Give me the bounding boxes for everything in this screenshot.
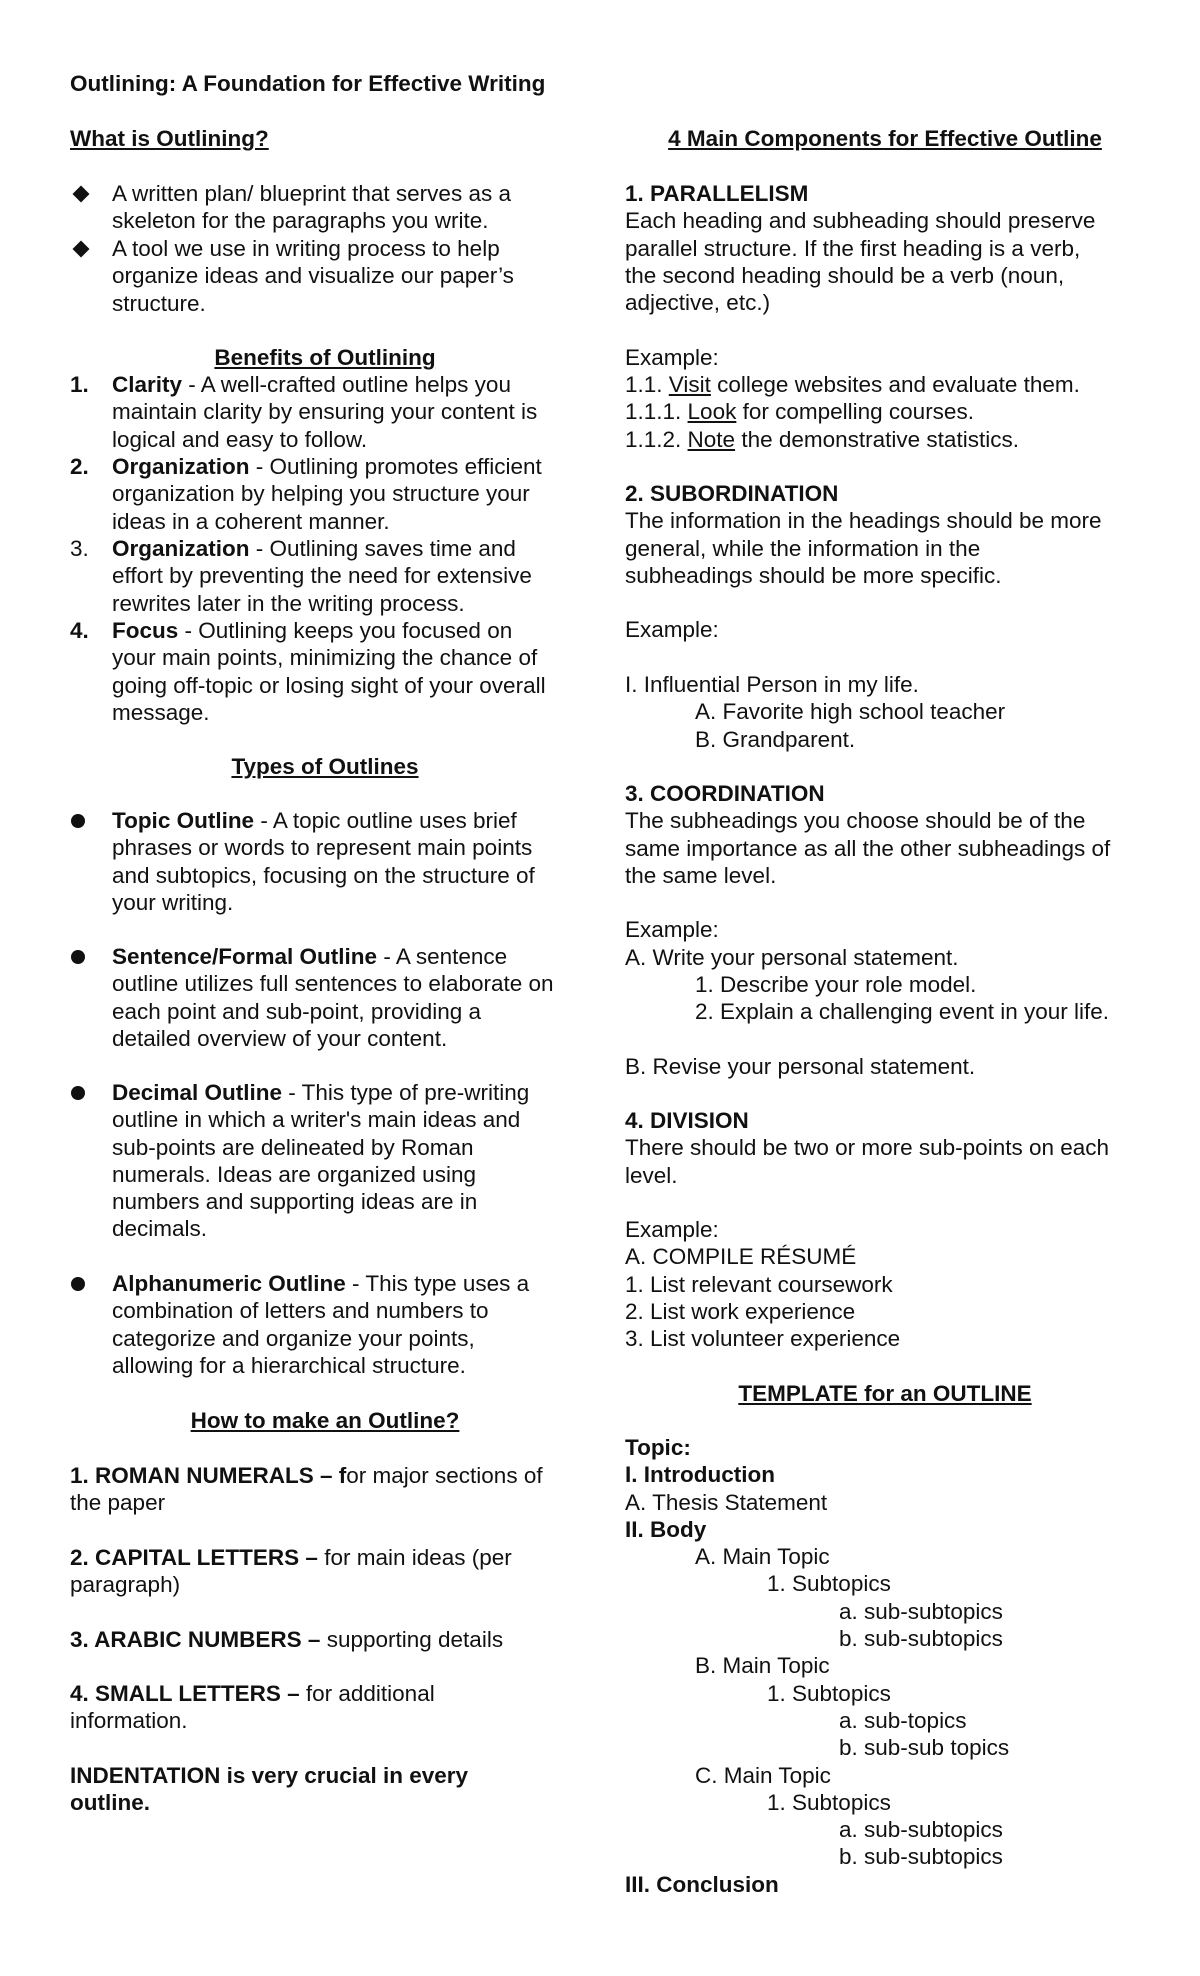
type-text: and subtopics, focusing on the structure of — [112, 862, 535, 888]
type-text: outline utilizes full sentences to elaborate on — [112, 971, 554, 997]
section-text: There should be two or more sub-points on each — [625, 1135, 1110, 1161]
list-item — [70, 1680, 435, 1735]
benefit-text: your main points, minimizing the chance of — [112, 645, 538, 671]
example-line: 1. Describe your role model. — [695, 972, 977, 998]
benefit-text: message. — [112, 699, 210, 725]
type-text: - A sentence — [377, 944, 508, 969]
page-title: Outlining: A Foundation for Effective Writing — [70, 71, 546, 96]
benefit-text: - Outlining saves time and — [249, 536, 516, 561]
section-text: general, while the information in the — [625, 535, 981, 561]
list-number: 3. — [70, 536, 89, 561]
type-text: combination of letters and numbers to — [112, 1298, 489, 1324]
what-heading: What is Outlining? — [70, 126, 269, 151]
type-term: Topic Outline — [112, 808, 255, 833]
bullet-dot-icon — [71, 1086, 85, 1100]
diamond-bullet-icon — [73, 241, 90, 258]
howto-text: for additional — [299, 1681, 435, 1706]
template-line: 1. Subtopics — [767, 1680, 891, 1706]
example-line: B. Grandparent. — [695, 726, 856, 752]
example-label: Example: — [625, 917, 719, 943]
indentation-note — [70, 1762, 468, 1817]
bullet-dot-icon — [71, 950, 85, 964]
benefit-term: Organization — [112, 454, 250, 479]
division-section — [625, 1107, 1109, 1353]
example-label: Example: — [625, 1217, 719, 1243]
list-item — [70, 1626, 503, 1653]
section-heading: 3. COORDINATION — [625, 781, 825, 806]
section-text: The subheadings you choose should be of the — [625, 808, 1086, 834]
type-text: allowing for a hierarchical structure. — [112, 1352, 466, 1378]
type-term: Sentence/Formal Outline — [112, 944, 378, 969]
template-line: A. Main Topic — [695, 1544, 830, 1570]
type-term: Decimal Outline — [112, 1080, 283, 1105]
benefit-text: - A well-crafted outline helps you — [182, 372, 511, 397]
example-line: 2. Explain a challenging event in your life. — [695, 999, 1110, 1025]
what-bullet-line: structure. — [112, 290, 206, 316]
howto-text: or major sections of — [346, 1463, 543, 1488]
section-text: the same level. — [625, 862, 777, 888]
howto-text: paragraph) — [70, 1572, 181, 1598]
list-item — [112, 371, 537, 453]
template-line: a. sub-topics — [839, 1707, 967, 1733]
section-text: same importance as all the other subheadings of — [625, 835, 1111, 861]
type-term: Alphanumeric Outline — [112, 1271, 346, 1296]
benefit-text: - Outlining keeps you focused on — [178, 618, 513, 643]
list-item — [112, 453, 542, 535]
example-line: 1.1.1. Look for compelling courses. — [625, 399, 974, 425]
howto-text: information. — [70, 1708, 188, 1734]
parallelism-section — [625, 180, 1095, 453]
type-text: outline in which a writer's main ideas and — [112, 1107, 521, 1133]
type-text: detailed overview of your content. — [112, 1025, 448, 1051]
list-number: 1. — [70, 372, 89, 397]
howto-heading: How to make an Outline? — [190, 1408, 460, 1433]
benefit-text: logical and easy to follow. — [112, 426, 368, 452]
bullet-dot-icon — [71, 1277, 85, 1291]
type-text: your writing. — [112, 889, 234, 915]
benefit-term: Organization — [112, 536, 250, 561]
section-heading: 2. SUBORDINATION — [625, 481, 839, 506]
list-item — [70, 1462, 543, 1517]
example-line: A. Write your personal statement. — [625, 944, 959, 970]
benefit-text: - Outlining promotes efficient — [249, 454, 542, 479]
template-line: B. Main Topic — [695, 1653, 830, 1679]
template-line: I. Introduction — [625, 1462, 775, 1488]
what-bullet-line: A tool we use in writing process to help — [112, 236, 500, 261]
section-text: parallel structure. If the first heading is a verb, — [625, 235, 1081, 261]
list-item — [112, 943, 554, 1052]
list-item — [112, 617, 546, 726]
section-text: adjective, etc.) — [625, 290, 771, 316]
example-line: 1.1.2. Note the demonstrative statistics. — [625, 426, 1019, 452]
example-line: 2. List work experience — [625, 1299, 856, 1325]
example-line: I. Influential Person in my life. — [625, 672, 919, 698]
list-number: 4. — [70, 618, 89, 643]
bullet-dot-icon — [71, 814, 85, 828]
template-line: b. sub-subtopics — [839, 1626, 1003, 1652]
howto-term: 3. ARABIC NUMBERS – — [70, 1627, 321, 1652]
howto-term: 4. SMALL LETTERS – — [70, 1681, 300, 1706]
type-text: decimals. — [112, 1216, 208, 1242]
list-item — [112, 1270, 529, 1379]
subordination-section — [625, 480, 1102, 753]
benefit-term: Focus — [112, 618, 179, 643]
example-label: Example: — [625, 617, 719, 643]
type-text: numerals. Ideas are organized using — [112, 1161, 476, 1187]
section-heading: 4. DIVISION — [625, 1108, 749, 1133]
benefit-text: organization by helping you structure your — [112, 481, 530, 507]
example-line: 1.1. Visit college websites and evaluate them. — [625, 372, 1080, 398]
template-line: a. sub-subtopics — [839, 1598, 1003, 1624]
list-number: 2. — [70, 454, 89, 479]
template-line: b. sub-sub topics — [839, 1735, 1010, 1761]
section-text: subheadings should be more specific. — [625, 562, 1002, 588]
types-heading: Types of Outlines — [231, 754, 419, 779]
template-heading: TEMPLATE for an OUTLINE — [738, 1381, 1032, 1406]
template-line: III. Conclusion — [625, 1871, 779, 1897]
type-text: - A topic outline uses brief — [254, 808, 517, 833]
template-line: Topic: — [625, 1435, 691, 1460]
what-bullet-line: skeleton for the paragraphs you write. — [112, 208, 489, 234]
list-item — [112, 1079, 529, 1243]
howto-term: 1. ROMAN NUMERALS – f — [70, 1463, 347, 1488]
type-text: numbers and supporting ideas are in — [112, 1189, 478, 1215]
example-line: A. Favorite high school teacher — [695, 699, 1006, 725]
note-line: INDENTATION is very crucial in every — [70, 1763, 469, 1788]
type-text: each point and sub-point, providing a — [112, 998, 482, 1024]
howto-text: the paper — [70, 1490, 166, 1516]
section-heading: 1. PARALLELISM — [625, 181, 809, 206]
example-line: B. Revise your personal statement. — [625, 1053, 976, 1079]
howto-text: for main ideas (per — [317, 1545, 512, 1570]
coordination-section — [625, 780, 1110, 1080]
diamond-bullet-icon — [73, 186, 90, 203]
type-text: phrases or words to represent main points — [112, 835, 533, 861]
section-text: the second heading should be a verb (noun, — [625, 262, 1065, 288]
type-text: - This type of pre-writing — [282, 1080, 530, 1105]
type-text: categorize and organize your points, — [112, 1325, 475, 1351]
template-line: 1. Subtopics — [767, 1571, 891, 1597]
template-line: II. Body — [625, 1516, 707, 1542]
howto-term: 2. CAPITAL LETTERS – — [70, 1545, 318, 1570]
list-item — [70, 1544, 512, 1599]
benefits-heading: Benefits of Outlining — [214, 345, 436, 370]
template-line: b. sub-subtopics — [839, 1844, 1003, 1870]
howto-text: supporting details — [320, 1627, 504, 1652]
note-line: outline. — [70, 1790, 150, 1816]
template-line: 1. Subtopics — [767, 1789, 891, 1815]
section-text: The information in the headings should be more — [625, 508, 1102, 534]
components-heading: 4 Main Components for Effective Outline — [668, 126, 1102, 151]
section-text: level. — [625, 1162, 678, 1188]
benefit-text: going off-topic or losing sight of your overall — [112, 672, 546, 698]
type-text: - This type uses a — [345, 1271, 530, 1296]
list-item — [112, 535, 532, 617]
template-line: a. sub-subtopics — [839, 1817, 1003, 1843]
example-line: 1. List relevant coursework — [625, 1271, 893, 1297]
example-line: 3. List volunteer experience — [625, 1326, 901, 1352]
list-item — [112, 807, 535, 916]
benefit-text: effort by preventing the need for extensive — [112, 563, 532, 589]
benefit-text: maintain clarity by ensuring your content is — [112, 399, 538, 425]
template-outline — [625, 1434, 1009, 1898]
what-bullet-line: A written plan/ blueprint that serves as a — [112, 181, 511, 206]
what-bullet-line: organize ideas and visualize our paper’s — [112, 263, 514, 289]
benefit-text: rewrites later in the writing process. — [112, 590, 465, 616]
type-text: sub-points are delineated by Roman — [112, 1134, 474, 1160]
benefit-term: Clarity — [112, 372, 183, 397]
template-line: C. Main Topic — [695, 1762, 831, 1788]
example-line: A. COMPILE RÉSUMÉ — [625, 1244, 857, 1270]
benefit-text: ideas in a coherent manner. — [112, 508, 390, 534]
template-line: A. Thesis Statement — [625, 1489, 828, 1515]
section-text: Each heading and subheading should preserve — [625, 208, 1096, 234]
example-label: Example: — [625, 344, 719, 370]
